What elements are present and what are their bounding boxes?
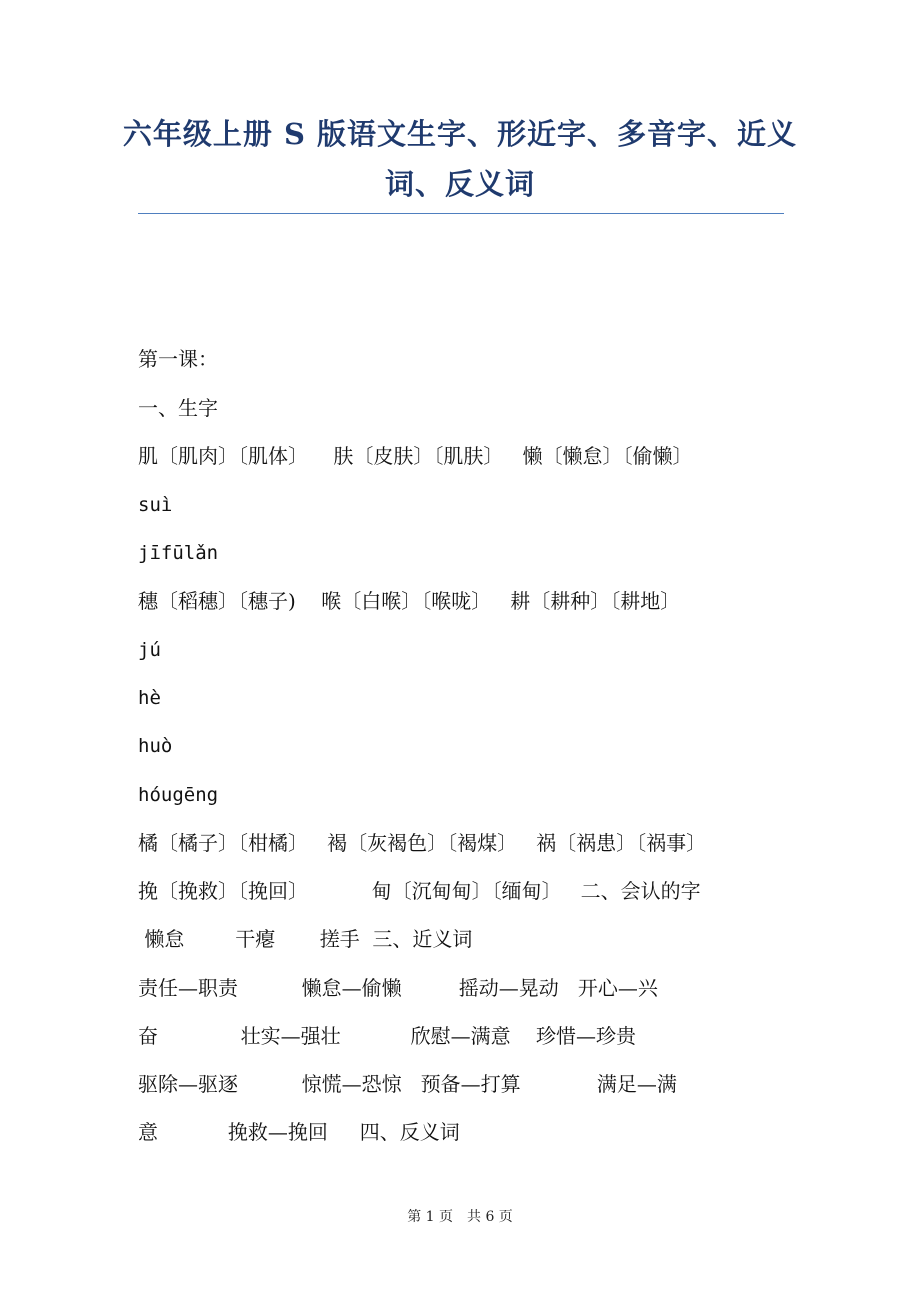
title-divider: [138, 213, 784, 214]
pinyin-line: jú: [138, 639, 161, 661]
pinyin-line: hè: [138, 687, 161, 709]
character-row-1: 肌〔肌肉〕〔肌体〕 肤〔皮肤〕〔肌肤〕 懒〔懒怠〕〔偷懒〕: [138, 444, 693, 468]
pinyin-line: suì: [138, 494, 173, 516]
page-total: 共 6 页: [467, 1209, 513, 1225]
synonym-row-2: 奋 壮实—强壮 欣慰—满意 珍惜—珍贵: [138, 1024, 637, 1048]
character-row-4: 挽〔挽救〕〔挽回〕 甸〔沉甸甸〕〔缅甸〕 二、会认的字: [138, 879, 701, 903]
synonym-row-3: 驱除—驱逐 惊慌—恐惊 预备—打算 满足—满: [138, 1072, 677, 1096]
page-number: 第 1 页: [407, 1209, 453, 1225]
character-row-3: 橘〔橘子〕〔柑橘〕 褐〔灰褐色〕〔褐煤〕 祸〔祸患〕〔祸事〕: [138, 831, 707, 855]
pinyin-line: hóugēng: [138, 784, 219, 806]
pinyin-line: huò: [138, 735, 173, 757]
document-title-line-1: 六年级上册 S 版语文生字、形近字、多音字、近义: [122, 117, 798, 151]
synonym-row-1: 责任—职责 懒怠—偷懒 摇动—晃动 开心—兴: [138, 976, 658, 1000]
page-footer: [0, 1206, 920, 1226]
document-title-line-2: 词、反义词: [384, 167, 535, 201]
recognized-characters-row: 懒怠 干瘪 搓手 三、近义词: [138, 927, 473, 951]
section-heading-new-characters: 一、生字: [138, 396, 218, 420]
lesson-heading: 第一课：: [138, 347, 218, 371]
synonym-row-4: 意 挽救—挽回 四、反义词: [138, 1120, 460, 1144]
pinyin-line: jīfūlǎn: [138, 542, 219, 564]
character-row-2: 穗〔稻穗〕〔穗子) 喉〔白喉〕〔喉咙〕 耕〔耕种〕〔耕地〕: [138, 589, 681, 613]
